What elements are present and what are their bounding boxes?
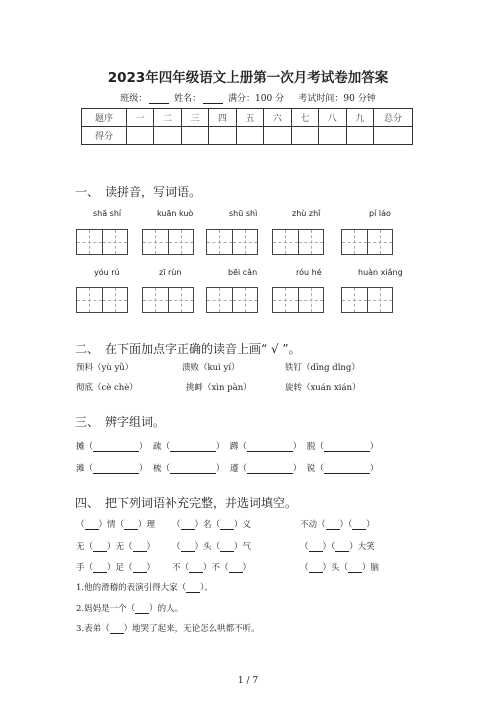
answer-blank[interactable] (324, 464, 370, 474)
writing-grid[interactable] (76, 287, 128, 313)
answer-blank[interactable] (93, 442, 139, 452)
section2-heading: 二、 在下面加点字正确的读音上画“ √ ”。 (75, 342, 301, 356)
pinyin-label: shū shì (229, 209, 258, 218)
pinyin-label: róu hé (296, 268, 322, 277)
score-table-row: 得分 (82, 127, 413, 145)
pronunciation-item[interactable]: 溃败（kuì yí） (182, 363, 240, 373)
name-blank[interactable] (203, 94, 223, 104)
writing-grid[interactable] (206, 287, 258, 313)
idiom-fill: 不（ ）不（ ） (172, 563, 252, 573)
pinyin-label: bēi cǎn (228, 268, 258, 277)
writing-grid[interactable] (76, 229, 128, 255)
writing-grid[interactable] (341, 229, 393, 255)
exam-info: 班级： 姓名： 满分：100 分 考试时间：90 分钟 (120, 94, 376, 104)
score-table (81, 108, 413, 145)
idiom-fill: （ ）名（ ）义 (172, 520, 252, 530)
idiom-fill: （ ）头（ ）脑 (300, 563, 380, 573)
pronunciation-item[interactable]: 预料（yù yǜ） (76, 363, 134, 373)
pinyin-label: yóu rú (94, 268, 120, 277)
score-table-header: 题序 一 二 三 四 五 六 七 八 九 总分 (82, 109, 413, 127)
answer-blank[interactable] (247, 442, 293, 452)
writing-grid[interactable] (272, 287, 324, 313)
fill-sentence: 1.他的滑稽的表演引得大家（ ）。 (76, 583, 213, 593)
writing-grid[interactable] (142, 229, 194, 255)
page-number: 1 / 7 (237, 676, 259, 686)
writing-grid[interactable] (272, 229, 324, 255)
pinyin-label: pí láo (369, 209, 391, 218)
fill-sentence: 2.妈妈是一个（ ）的人。 (76, 604, 184, 614)
idiom-fill: （ ）情（ ）理 (76, 520, 156, 530)
answer-blank[interactable] (247, 464, 293, 474)
writing-grid[interactable] (341, 287, 393, 313)
pinyin-label: zī rùn (159, 268, 182, 277)
pinyin-label: zhù zhǐ (292, 209, 321, 218)
idiom-fill: 不动（ ）（ ） (300, 520, 375, 530)
pinyin-label: kuān kuò (157, 209, 194, 218)
answer-blank[interactable] (93, 464, 139, 474)
pronunciation-item[interactable]: 挑衅（xìn pàn） (186, 383, 252, 393)
idiom-fill: 无（ ）无（ ） (76, 542, 156, 552)
class-blank[interactable] (149, 94, 169, 104)
idiom-fill: （ ）（ ）大笑 (300, 542, 375, 552)
exam-title: 2023年四年级语文上册第一次月考试卷加答案 (107, 70, 389, 86)
section4-heading: 四、 把下列词语补充完整，并选词填空。 (75, 496, 298, 510)
pronunciation-item[interactable]: 旋转（xuán xián） (285, 383, 361, 393)
pronunciation-item[interactable]: 铁钉（dīng dǐng） (285, 363, 360, 373)
word-formation-row: 滩（ ） 梳（ ） 遵（ ） 锐（ ） (76, 464, 379, 474)
writing-grid[interactable] (142, 287, 194, 313)
fill-sentence: 3.表弟（ ）地哭了起来，无论怎么哄都不听。 (76, 624, 260, 634)
pinyin-label: huàn xiǎng (358, 268, 403, 277)
section3-heading: 三、 辨字组词。 (75, 415, 166, 429)
pinyin-label: shā shí (93, 209, 122, 218)
writing-grid[interactable] (206, 229, 258, 255)
idiom-fill: 手（ ）足（ ） (76, 563, 156, 573)
answer-blank[interactable] (170, 464, 216, 474)
answer-blank[interactable] (324, 442, 370, 452)
word-formation-row: 摊（ ） 疏（ ） 蹲（ ） 脱（ ） (76, 442, 379, 452)
answer-blank[interactable] (170, 442, 216, 452)
pronunciation-item[interactable]: 彻底（cè chè） (76, 383, 138, 393)
idiom-fill: （ ）头（ ）气 (172, 542, 252, 552)
section1-heading: 一、 读拼音，写词语。 (75, 185, 202, 199)
